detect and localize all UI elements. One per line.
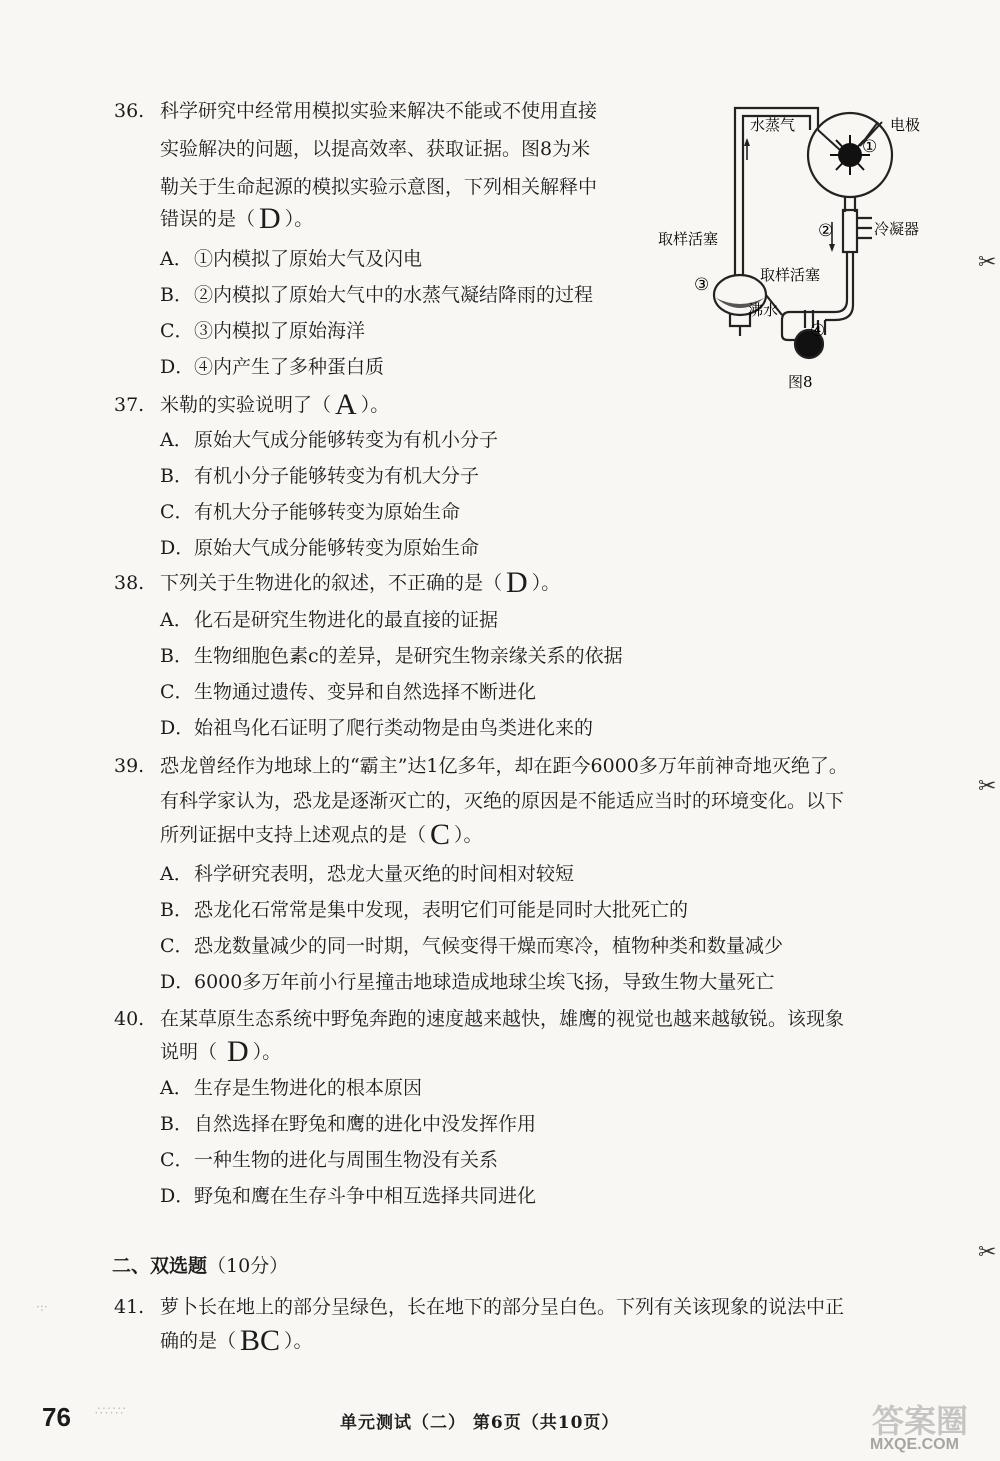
option-a: A．原始大气成分能够转变为有机小分子 bbox=[160, 429, 499, 451]
handwritten-answer: D bbox=[227, 1035, 249, 1068]
option-a: A．化石是研究生物进化的最直接的证据 bbox=[160, 609, 499, 631]
decorative-speck: ·:· bbox=[36, 1300, 48, 1314]
label-c2: ② bbox=[818, 221, 834, 241]
question-stem-end: 说明（ D ）。 bbox=[160, 1035, 282, 1068]
question-number: 37. bbox=[114, 394, 145, 416]
scissors-icon: ✂ bbox=[978, 1240, 997, 1265]
label-c3: ③ bbox=[694, 275, 710, 295]
option-c: C．生物通过遗传、变异和自然选择不断进化 bbox=[160, 681, 537, 703]
stem-suffix: ）。 bbox=[284, 208, 314, 230]
option-b: B．自然选择在野兔和鹰的进化中没发挥作用 bbox=[160, 1113, 537, 1135]
question-stem: 恐龙曾经作为地球上的“霸主”达1亿多年，却在距今6000多万年前神奇地灭绝了。 bbox=[160, 755, 848, 777]
option-c: C．③内模拟了原始海洋 bbox=[160, 320, 366, 342]
page-footer: 单元测试（二） 第6页（共10页） bbox=[340, 1413, 620, 1433]
option-d: D．④内产生了多种蛋白质 bbox=[160, 356, 385, 378]
figure-caption: 图8 bbox=[788, 373, 813, 391]
question-stem: 科学研究中经常用模拟实验来解决不能或不使用直接 bbox=[160, 100, 598, 122]
handwritten-answer: A bbox=[335, 388, 357, 421]
question-stem: 有科学家认为，恐龙是逐渐灭亡的，灭绝的原因是不能适应当时的环境变化。以下 bbox=[160, 790, 845, 812]
label-condenser: 冷凝器 bbox=[874, 220, 920, 238]
question-number: 41. bbox=[114, 1296, 145, 1318]
watermark-url: MXQE.COM bbox=[870, 1436, 959, 1453]
label-c1: ① bbox=[862, 137, 878, 157]
option-a: A．①内模拟了原始大气及闪电 bbox=[160, 248, 423, 270]
label-boiling-water: 沸水 bbox=[748, 301, 779, 319]
vapor-tube-inner bbox=[743, 116, 810, 245]
option-c: C．恐龙数量减少的同一时期，气候变得干燥而寒冷，植物种类和数量减少 bbox=[160, 935, 784, 957]
option-b: B．恐龙化石常常是集中发现，表明它们可能是同时大批死亡的 bbox=[160, 899, 689, 921]
option-d: D．原始大气成分能够转变为原始生命 bbox=[160, 537, 480, 559]
question-stem: 勒关于生命起源的模拟实验示意图，下列相关解释中 bbox=[160, 176, 598, 198]
question-stem-end bbox=[160, 202, 314, 235]
option-a: A．科学研究表明，恐龙大量灭绝的时间相对较短 bbox=[160, 863, 575, 885]
label-stopcock-left: 取样活塞 bbox=[658, 230, 719, 248]
question-number: 38. bbox=[114, 572, 145, 594]
option-d: D．野兔和鹰在生存斗争中相互选择共同进化 bbox=[160, 1185, 537, 1207]
question-number: 36. bbox=[114, 100, 145, 122]
page-number: 76 bbox=[42, 1402, 71, 1432]
section-heading: 二、双选题（10分） bbox=[112, 1255, 289, 1277]
label-electrode: 电极 bbox=[890, 116, 921, 134]
option-c: C．有机大分子能够转变为原始生命 bbox=[160, 501, 461, 523]
question-stem: 在某草原生态系统中野兔奔跑的速度越来越快，雄鹰的视觉也越来越敏锐。该现象 bbox=[160, 1008, 845, 1030]
handwritten-answer: BC bbox=[240, 1324, 281, 1357]
label-vapor: 水蒸气 bbox=[750, 116, 796, 134]
label-stopcock-right: 取样活塞 bbox=[760, 266, 821, 284]
question-stem: 米勒的实验说明了（ A ）。 bbox=[160, 388, 390, 421]
option-a: A．生存是生物进化的根本原因 bbox=[160, 1077, 423, 1099]
question-stem: 实验解决的问题，以提高效率、获取证据。图8为米 bbox=[160, 138, 591, 160]
option-d: D．始祖鸟化石证明了爬行类动物是由鸟类进化来的 bbox=[160, 717, 594, 739]
condenser bbox=[843, 210, 857, 252]
miller-apparatus-diagram bbox=[650, 100, 940, 400]
option-c: C．一种生物的进化与周围生物没有关系 bbox=[160, 1149, 499, 1171]
decorative-speck: ∴∵∴∵ bbox=[95, 1404, 126, 1418]
question-number: 40. bbox=[114, 1008, 145, 1030]
label-c4: ④ bbox=[810, 321, 826, 341]
option-b: B．生物细胞色素c的差异，是研究生物亲缘关系的依据 bbox=[160, 645, 623, 667]
option-b: B．有机小分子能够转变为有机大分子 bbox=[160, 465, 480, 487]
watermark-logo bbox=[870, 1400, 1000, 1458]
watermark-glyphs bbox=[870, 1400, 1000, 1440]
question-number: 39. bbox=[114, 755, 145, 777]
svg-text:答案圈: 答案圈 bbox=[872, 1402, 969, 1440]
handwritten-answer: D bbox=[506, 566, 528, 599]
option-d: D．6000多万年前小行星撞击地球造成地球尘埃飞扬，导致生物大量死亡 bbox=[160, 971, 775, 993]
handwritten-answer: C bbox=[430, 818, 451, 851]
option-b: B．②内模拟了原始大气中的水蒸气凝结降雨的过程 bbox=[160, 284, 594, 306]
question-stem-end: 所列证据中支持上述观点的是（ C ）。 bbox=[160, 818, 483, 851]
scissors-icon: ✂ bbox=[978, 250, 997, 275]
question-stem: 下列关于生物进化的叙述，不正确的是（ D ）。 bbox=[160, 566, 561, 599]
stem-prefix: 错误的是（ bbox=[160, 208, 256, 230]
scissors-icon: ✂ bbox=[978, 774, 997, 799]
question-stem-end: 确的是（ BC ）。 bbox=[160, 1324, 313, 1357]
handwritten-answer: D bbox=[259, 202, 281, 235]
question-stem: 萝卜长在地上的部分呈绿色，长在地下的部分呈白色。下列有关该现象的说法中正 bbox=[160, 1296, 845, 1318]
